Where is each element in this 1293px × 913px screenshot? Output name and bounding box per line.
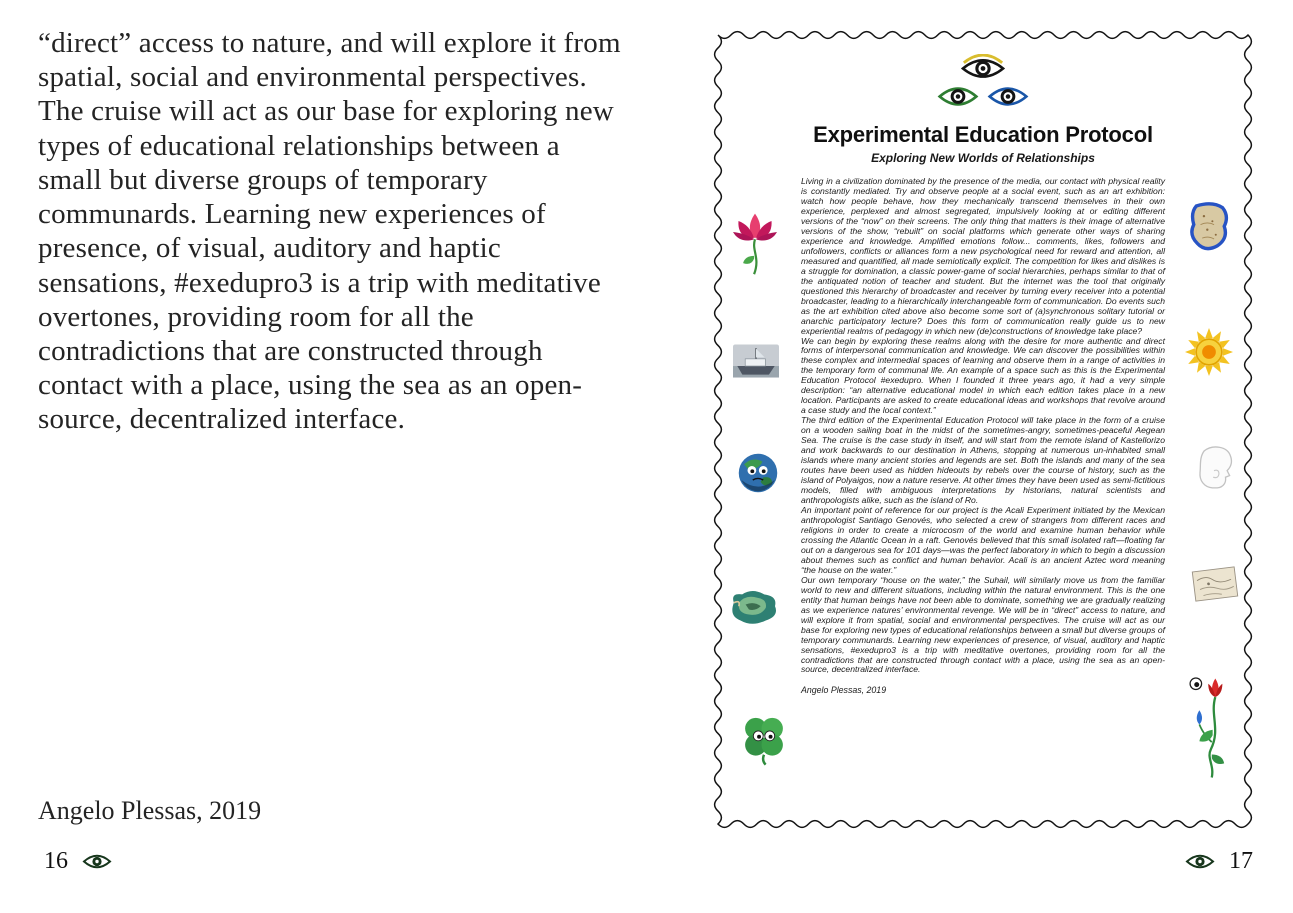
head-profile-image [1191,442,1237,496]
paragraph: Living in a civilization dominated by the presence of the media, our contact with physical reality is constantly mediated. Try and observe people at a social event, such as an art exhibition: watch how people behave, how they mechanically transcend themselves in their own experience, perplexed and almost segregated, impulsively looking at or editing different versions of the “now” on their screens. The only thing that matters is their image of alternative versions of the show, “rebuilt” on social platforms which generate other ways of sharing experience and knowledge. Amplified emotions follow... comments, likes, followers and unfollowers, conflicts or alliances form a new psychological need for reward and attention, all measured and quantified, all made semiotically explicit. The competition for likes and dislikes is a struggle for domination, a classic power-game of social hierarchies, perhaps similar to that of the antiquated notion of teacher and student. But the internet was the tool that originally questioned this hierarchy of broadcaster and receiver by turning every receiver into a potential broadcaster, leading to a hierarchically interchangeable form of communication. Do events such as the art exhibition cited above also become some sort of (a)synchronous solitary tutorial or anarchic participatory lecture? Does this form of communication really guide us to new experiential realms of pedagogy in which new (de)constructions of knowledge take place? [801,176,1165,336]
poster-frame [713,30,1253,829]
lotus-flower-image [729,210,781,276]
map-sketch-image [1189,562,1241,606]
left-page-footer [44,848,112,875]
page-number-left: 16 [44,848,68,874]
eye-left-icon [937,84,979,109]
eye-right-icon [987,84,1029,109]
page-number-right: 17 [1229,848,1253,874]
poster-title: Experimental Education Protocol [813,122,1153,147]
sailing-boat-image [733,344,779,378]
left-page-signature: Angelo Plessas, 2019 [38,796,262,825]
clover-with-eyes-image [741,714,787,766]
sun-image [1185,328,1233,376]
right-page-footer [1185,848,1253,875]
eye-top-icon [960,54,1006,82]
three-eyes-logo [937,54,1029,109]
poster-content [723,40,1243,819]
island-aerial-image [727,586,781,628]
paragraph: We can begin by exploring these realms along with the desire for more authentic and direct forms of interpersonal communication and knowledge. We can discover the possibilities within these complex and intermedial spaces of learning and observe them in a range of activities in the temporary form of communal life. An example of a space such as this is the Experimental Education Protocol #exedupro. When I founded it three years ago, it had a very simple description: “an alternative educational model in which each edition takes place in a new location. Participants are asked to create educational ideas and workshops that revolve around a case study and the local context.” [801,335,1165,416]
poster-subtitle: Exploring New Worlds of Relationships [871,151,1095,165]
paragraph: The third edition of the Experimental Education Protocol will take place in the form of a cruise on a wooden sailing boat in the midst of the sometimes-angry, sometimes-peaceful Aegean Sea. The cruise is the case study in itself, and will start from the remote island of Kastellorizo and work backwards to our destination in Athens, stopping at numerous un-inhabited small islands where many ancient stories and legends are set. Both the islands and many of the sea routes have been used as hidden hideouts by rebels over the course of history, such as the island of Polyaigos, now a nature reserve. At other times they have been used as semi-fictitious models, filled with ambiguous interpretations by historians, natural scientists and anthropologists alike, such as the island of Ro. [801,415,1165,505]
left-page-body: “direct” access to nature, and will explore it from spatial, social and environmental perspectives. The cruise will act as our base for exploring new types of educational relationships between a small but diverse groups of temporary communards. Learning new experiences of presence, of visual, auditory and haptic sensations, #exedupro3 is a trip with meditative overtones, providing room for all the contradictions that are constructed through contact with a place, using the sea as an open-source, decentralized interface. [38,27,621,436]
globe-face-image [737,452,779,494]
eye-icon [1185,853,1215,870]
map-fragment-image [1187,200,1231,256]
paragraph: An important point of reference for our project is the Acali Experiment initiated by the Mexican anthropologist Santiago Genovés, who selected a crew of strangers from different races and religions in order to create a microcosm of the world and examine human behavior while crossing the Atlantic Ocean in a raft. Genovés believed that this small isolated raft—floating far out on a dangerous sea for 101 days—was the perfect laboratory in which to begin a discussion about themes such as conflict and human behavior. Acali is an ancient Aztec word meaning “the house on the water.” [801,504,1165,575]
poster-signature: Angelo Plessas, 2019 [801,685,887,696]
flowers-with-eye-image [1187,672,1233,784]
eye-icon [82,853,112,870]
paragraph: Our own temporary “house on the water,” the Suhail, will similarly move us from the familiar world to new and different situations, including within the natural environment. This is the one entity that human beings have not been able to dominate, something we are gradually realizing as we experience natures’ environmental revenge. We will be in “direct” access to nature, and will explore it from spatial, social and environmental perspectives. The cruise will act as our base for exploring new types of educational relationships between a small but diverse groups of temporary communards. Learning new experiences of presence, of visual, auditory and haptic sensations, #exedupro3 is a trip with meditative overtones, providing room for all the contradictions that are constructed through contact with a place, using the sea as an open-source, decentralized interface. [801,574,1165,675]
poster-body [801,177,1165,675]
